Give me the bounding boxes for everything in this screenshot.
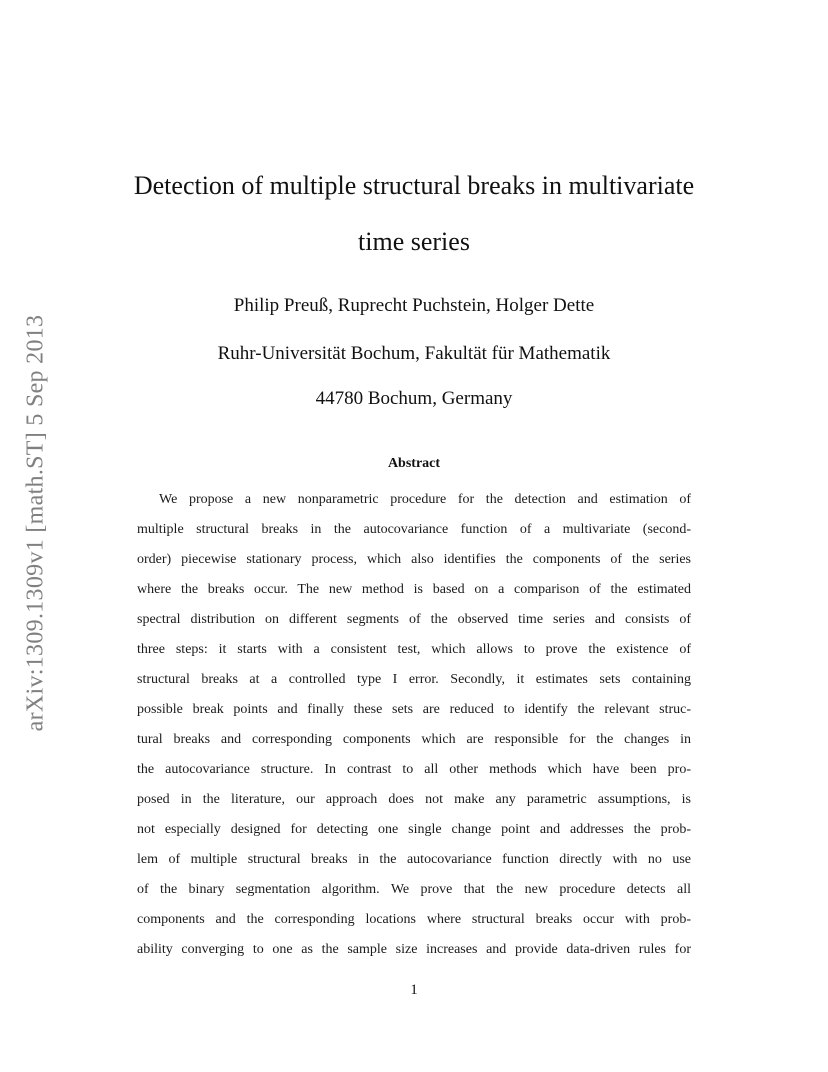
abstract-line: three steps: it starts with a consistent test, which allows to prove the existence of — [137, 642, 691, 657]
abstract-line: order) piecewise stationary process, which also identifies the components of the series — [137, 552, 691, 567]
abstract-line: spectral distribution on different segments of the observed time series and consists of — [137, 612, 691, 627]
abstract-body — [137, 490, 691, 970]
abstract-line: lem of multiple structural breaks in the autocovariance function directly with no use — [137, 852, 691, 867]
paper-title-line-2: time series — [358, 227, 470, 256]
abstract-line: of the binary segmentation algorithm. We prove that the new procedure detects all — [137, 882, 691, 897]
abstract-line: tural breaks and corresponding components which are responsible for the changes in — [137, 732, 691, 747]
page-number: 1 — [410, 982, 418, 998]
abstract-line: structural breaks at a controlled type I error. Secondly, it estimates sets containing — [137, 672, 691, 687]
abstract-line: components and the corresponding locations where structural breaks occur with prob- — [137, 912, 691, 927]
paper-title-line-1: Detection of multiple structural breaks in multivariate — [133, 171, 695, 200]
abstract-line: multiple structural breaks in the autocovariance function of a multivariate (second- — [137, 522, 691, 537]
abstract-heading: Abstract — [387, 456, 441, 471]
address: 44780 Bochum, Germany — [315, 388, 513, 409]
abstract-line: where the breaks occur. The new method is based on a comparison of the estimated — [137, 582, 691, 597]
author-list: Philip Preuß, Ruprecht Puchstein, Holger Dette — [233, 295, 595, 316]
arxiv-identifier-stamp: arXiv:1309.1309v1 [math.ST] 5 Sep 2013 — [22, 314, 49, 732]
abstract-line: the autocovariance structure. In contrast to all other methods which have been pro- — [137, 762, 691, 777]
abstract-line: We propose a new nonparametric procedure for the detection and estimation of — [159, 492, 691, 507]
abstract-line: ability converging to one as the sample size increases and provide data-driven rules for — [137, 942, 691, 957]
abstract-line: possible break points and finally these sets are reduced to identify the relevant struc- — [137, 702, 691, 717]
affiliation: Ruhr-Universität Bochum, Fakultät für Mathematik — [217, 343, 611, 364]
abstract-line: not especially designed for detecting one single change point and addresses the prob- — [137, 822, 691, 837]
abstract-line: posed in the literature, our approach does not make any parametric assumptions, is — [137, 792, 691, 807]
